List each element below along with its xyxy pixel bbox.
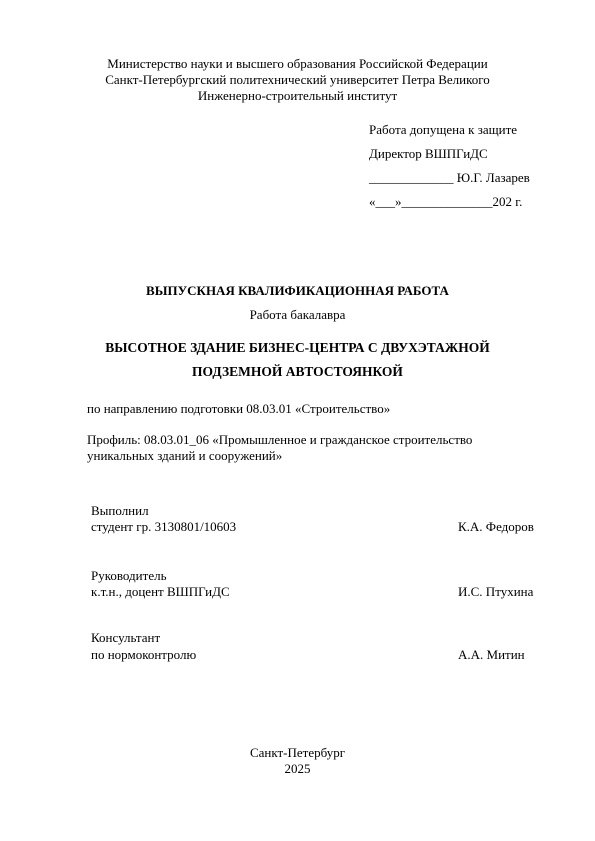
signature-role: Консультант	[91, 630, 161, 645]
profile-line-2: уникальных зданий и сооружений»	[87, 448, 283, 463]
university-line: Санкт-Петербургский политехнический университет Петра Великого	[105, 72, 490, 87]
signature-detail: студент гр. 3130801/10603	[91, 519, 237, 534]
profile-line-1: Профиль: 08.03.01_06 «Промышленное и гражданское строительство	[87, 432, 473, 447]
ministry-line: Министерство науки и высшего образования Российской Федерации	[107, 56, 488, 71]
topic-line-1: ВЫСОТНОЕ ЗДАНИЕ БИЗНЕС-ЦЕНТРА С ДВУХЭТАЖНОЙ	[105, 340, 490, 355]
topic-line-2: ПОДЗЕМНОЙ АВТОСТОЯНКОЙ	[192, 364, 403, 379]
approval-date: «___»______________202 г.	[369, 194, 523, 209]
approval-admitted: Работа допущена к защите	[369, 122, 518, 137]
footer-year: 2025	[284, 761, 311, 776]
direction-line: по направлению подготовки 08.03.01 «Строительство»	[87, 401, 391, 416]
signature-name: К.А. Федоров	[458, 519, 534, 534]
degree-label: Работа бакалавра	[249, 307, 346, 322]
approval-signature: _____________ Ю.Г. Лазарев	[369, 170, 530, 185]
signature-role: Выполнил	[91, 503, 149, 518]
signature-name: И.С. Птухина	[458, 584, 534, 599]
approval-director: Директор ВШПГиДС	[369, 146, 488, 161]
work-type-title: ВЫПУСКНАЯ КВАЛИФИКАЦИОННАЯ РАБОТА	[146, 283, 449, 298]
signature-detail: к.т.н., доцент ВШПГиДС	[91, 584, 230, 599]
signature-detail: по нормоконтролю	[91, 647, 197, 662]
signature-name: А.А. Митин	[458, 647, 525, 662]
footer-city: Санкт-Петербург	[249, 745, 346, 760]
signature-role: Руководитель	[91, 568, 167, 583]
institute-line: Инженерно-строительный институт	[197, 88, 398, 103]
